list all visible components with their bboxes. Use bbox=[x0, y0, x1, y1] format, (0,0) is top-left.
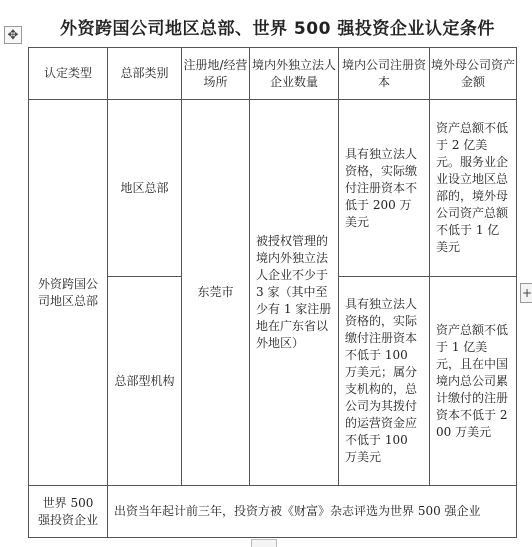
page-title: 外资跨国公司地区总部、世界 500 强投资企业认定条件 bbox=[60, 19, 495, 39]
header-category: 总部类别 bbox=[108, 48, 182, 100]
header-assets: 境外母公司资产金额 bbox=[430, 48, 517, 100]
condition-500-cell: 出资当年起计前三年，投资方被《财富》杂志评选为世界 500 强企业 bbox=[108, 486, 517, 538]
assets-regional-cell: 资产总额不低于 2 亿美元。服务业企业设立地区总部的，境外母公司资产总额不低于 1 亿美元 bbox=[430, 100, 517, 277]
category-regional-cell: 地区总部 bbox=[108, 100, 182, 277]
add-column-handle[interactable] bbox=[520, 283, 532, 303]
table-header-row bbox=[29, 48, 517, 100]
capital-functional-cell: 具有独立法人资格的，实际缴付注册资本不低于 100 万美元；属分支机构的，总公司为其拨付的运营资金应不低于 100 万美元 bbox=[339, 277, 430, 486]
table-move-handle[interactable] bbox=[4, 26, 22, 44]
header-entity-count: 境内外独立法人企业数量 bbox=[250, 48, 339, 100]
move-icon: ✥ bbox=[7, 27, 19, 43]
header-location: 注册地/经营场所 bbox=[182, 48, 250, 100]
plus-icon: + bbox=[521, 286, 532, 300]
type-multinational-cell: 外资跨国公司地区总部 bbox=[29, 100, 108, 486]
category-functional-cell: 总部型机构 bbox=[108, 277, 182, 486]
capital-regional-cell: 具有独立法人资格，实际缴付注册资本不低于 200 万美元 bbox=[339, 100, 430, 277]
criteria-table bbox=[28, 47, 517, 538]
table-row bbox=[29, 100, 517, 277]
table-row bbox=[29, 486, 517, 538]
type-500-cell: 世界 500 强投资企业 bbox=[29, 486, 108, 538]
table-resize-handle[interactable] bbox=[251, 539, 277, 547]
header-type: 认定类型 bbox=[29, 48, 108, 100]
assets-functional-cell: 资产总额不低于 1 亿美元，且在中国境内总公司累计缴付的注册资本不低于 200 万美元 bbox=[430, 277, 517, 486]
location-cell: 东莞市 bbox=[182, 100, 250, 486]
header-capital: 境内公司注册资本 bbox=[339, 48, 430, 100]
entity-count-cell: 被授权管理的境内外独立法人企业不少于 3 家（其中至少有 1 家注册地在广东省以外地区） bbox=[250, 100, 339, 486]
